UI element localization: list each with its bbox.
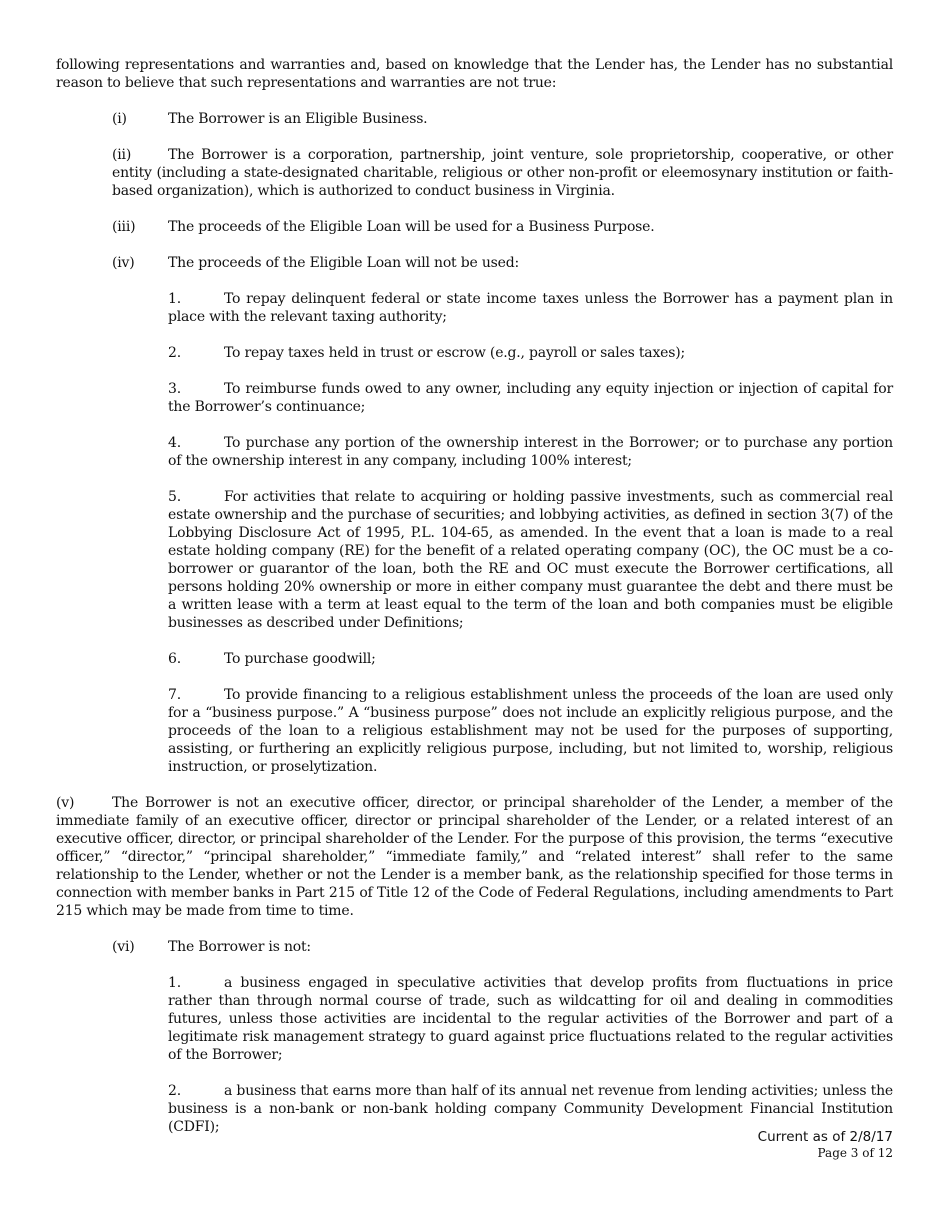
subitem-number: 6. [168, 651, 181, 667]
subitem-iv-2 [168, 344, 893, 362]
item-text: The proceeds of the Eligible Loan will be used for a Business Purpose. [168, 219, 655, 235]
item-vi [112, 938, 893, 956]
subitem-iv-3 [168, 380, 893, 416]
subitem-number: 5. [168, 489, 181, 505]
item-number: (iii) [112, 219, 136, 235]
item-v [56, 794, 893, 920]
item-text: The Borrower is not an executive officer, director, or principal shareholder of the Lender, a member of the immediate family of an executive officer, director or principal shareholder of the Lender, or a related interest of an executive officer, director, or principal shareholder of the Lender. For the purpose of this provision, the terms “executive officer,” “director,” “principal shareholder,” “immediate family,” and “related interest” shall refer to the same relationship to the Lender, whether or not the Lender is a member bank, as the relationship specified for those terms in connection with member banks in Part 215 of Title 12 of the Code of Federal Regulations, including amendments to Part 215 which may be made from time to time. [56, 795, 893, 919]
subitem-text: a business that earns more than half of its annual net revenue from lending activities; unless the business is a non-bank or non-bank holding company Community Development Financial Institution (CDFI); [168, 1083, 893, 1135]
intro-paragraph: following representations and warranties and, based on knowledge that the Lender has, the Lender has no substantial reason to believe that such representations and warranties are not true: [56, 57, 893, 91]
item-number: (v) [56, 795, 75, 811]
subitem-text: For activities that relate to acquiring or holding passive investments, such as commercial real estate ownership and the purchase of securities; and lobbying activities, as defined in section 3(7) of the Lobbying Disclosure Act of 1995, P.L. 104-65, as amended. In the event that a loan is made to a real estate holding company (RE) for the benefit of a related operating company (OC), the OC must be a co-borrower or guarantor of the loan, both the RE and OC must execute the Borrower certifications, all persons holding 20% ownership or more in either company must guarantee the debt and there must be a written lease with a term at least equal to the term of the loan and both companies must be eligible businesses as described under Definitions; [168, 489, 893, 631]
item-i [112, 110, 893, 128]
subitem-text: a business engaged in speculative activities that develop profits from fluctuations in price rather than through normal course of trade, such as wildcatting for oil and dealing in commodities futures, unless those activities are incidental to the regular activities of the Borrower and part of a legitimate risk management strategy to guard against price fluctuations related to the regular activities of the Borrower; [168, 975, 893, 1063]
item-number: (iv) [112, 255, 135, 271]
item-text: The Borrower is an Eligible Business. [168, 111, 428, 127]
item-text: The Borrower is not: [168, 939, 311, 955]
subitem-iv-5 [168, 488, 893, 632]
item-text: The proceeds of the Eligible Loan will not be used: [168, 255, 519, 271]
item-number: (i) [112, 111, 127, 127]
subitem-number: 4. [168, 435, 181, 451]
subitem-text: To purchase goodwill; [224, 651, 376, 667]
subitem-text: To repay taxes held in trust or escrow (e.g., payroll or sales taxes); [224, 345, 686, 361]
document-page [56, 56, 893, 1154]
page-number: Page 3 of 12 [817, 1146, 893, 1160]
item-ii [112, 146, 893, 200]
page-footer [758, 1129, 893, 1160]
subitem-iv-6 [168, 650, 893, 668]
subitem-text: To purchase any portion of the ownership interest in the Borrower; or to purchase any portion of the ownership interest in any company, including 100% interest; [168, 435, 893, 469]
subitem-vi-1 [168, 974, 893, 1064]
item-number: (vi) [112, 939, 135, 955]
item-iii [112, 218, 893, 236]
subitem-text: To provide financing to a religious establishment unless the proceeds of the loan are used only for a “business purpose.” A “business purpose” does not include an explicitly religious purpose, and the proceeds of the loan to a religious establishment may not be used for the purposes of supporting, assisting, or furthering an explicitly religious purpose, including, but not limited to, worship, religious instruction, or proselytization. [168, 687, 893, 775]
subitem-number: 1. [168, 291, 181, 307]
subitem-number: 3. [168, 381, 181, 397]
subitem-vi-2 [168, 1082, 893, 1136]
subitem-text: To repay delinquent federal or state income taxes unless the Borrower has a payment plan in place with the relevant taxing authority; [168, 291, 893, 325]
current-date: Current as of 2/8/17 [757, 1129, 893, 1145]
item-number: (ii) [112, 147, 132, 163]
subitem-number: 7. [168, 687, 181, 703]
subitem-text: To reimburse funds owed to any owner, including any equity injection or injection of capital for the Borrower’s continuance; [168, 381, 893, 415]
subitem-number: 2. [168, 345, 181, 361]
subitem-number: 2. [168, 1083, 181, 1099]
subitem-iv-1 [168, 290, 893, 326]
subitem-iv-4 [168, 434, 893, 470]
subitem-number: 1. [168, 975, 181, 991]
item-iv [112, 254, 893, 272]
subitem-iv-7 [168, 686, 893, 776]
item-text: The Borrower is a corporation, partnership, joint venture, sole proprietorship, cooperative, or other entity (including a state-designated charitable, religious or other non-profit or eleemosynary institution or faith-based organization), which is authorized to conduct business in Virginia. [112, 147, 893, 199]
